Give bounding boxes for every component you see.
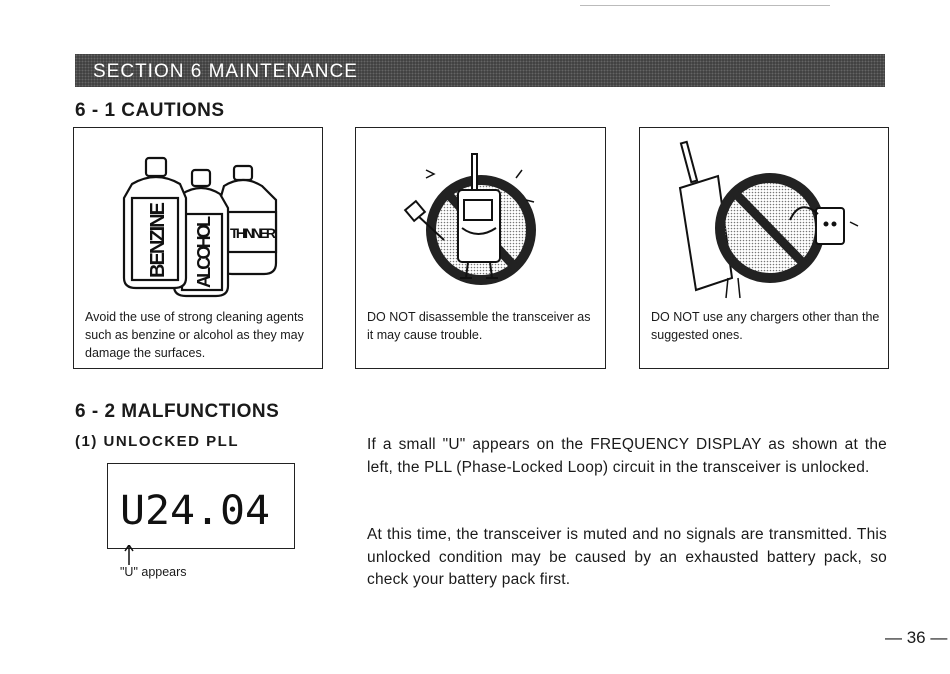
- page-number: — 36 —: [885, 628, 948, 647]
- section-banner: [75, 54, 885, 87]
- unlocked-paragraph-2: At this time, the transceiver is muted and no signals are transmitted. This unlocked condition may be caused by an exhausted battery pack, so check your battery pack first.: [367, 526, 887, 588]
- lcd-readout-text: U24.04: [120, 488, 270, 534]
- charger-illustration: [640, 128, 887, 308]
- malfunctions-heading: 6 - 2 MALFUNCTIONS: [75, 401, 280, 422]
- caution-caption-cleaning: Avoid the use of strong cleaning agents such as benzine or alcohol as they may damage the surfaces.: [85, 310, 304, 360]
- cleaning-bottles-illustration: [74, 128, 321, 308]
- caution-panel-cleaning: [73, 127, 323, 369]
- section-title: SECTION 6 MAINTENANCE: [93, 61, 358, 82]
- bottle-label-benzine: BENZINE: [147, 202, 169, 278]
- cautions-heading: 6 - 1 CAUTIONS: [75, 100, 225, 121]
- bottle-label-alcohol: ALCOHOL: [194, 216, 214, 288]
- u-appears-note: "U" appears: [120, 565, 187, 579]
- caution-caption-chargers: DO NOT use any chargers other than the suggested ones.: [651, 310, 880, 342]
- frequency-display: [107, 463, 295, 549]
- lcd-segment-readout: [108, 464, 294, 548]
- bottle-label-thinner: THINNER: [230, 225, 276, 241]
- unlocked-paragraph-1: If a small "U" appears on the FREQUENCY DISPLAY as shown at the left, the PLL (Phase-Locked Loop) circuit in the transceiver is unlocked.: [367, 436, 887, 476]
- disassembly-illustration: [356, 128, 604, 308]
- scan-artifact: [580, 5, 830, 6]
- caution-caption-disassemble: DO NOT disassemble the transceiver as it may cause trouble.: [367, 310, 591, 342]
- caution-panel-disassemble: [355, 127, 606, 369]
- unlocked-pll-subheading: (1) UNLOCKED PLL: [75, 433, 239, 450]
- u-indicator-arrow: [120, 545, 140, 565]
- caution-panel-chargers: [639, 127, 889, 369]
